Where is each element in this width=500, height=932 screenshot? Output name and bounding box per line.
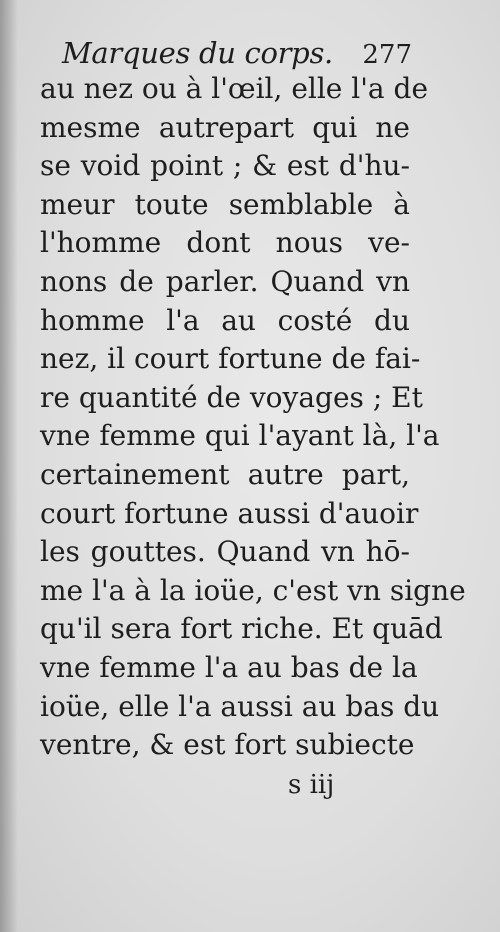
text-line: se void point ; & est d'hu- [40, 149, 410, 183]
text-line: certainement autre part, [40, 457, 410, 491]
body-text [40, 70, 466, 765]
text-line: qu'il sera fort riche. Et quād [40, 612, 443, 646]
text-line: au nez ou à l'œil, elle l'a de [40, 72, 429, 105]
text-line: l'homme dont nous ve- [40, 226, 410, 260]
text-line: court fortune aussi d'auoir [40, 496, 419, 530]
text-line: meur toute semblable à [40, 187, 410, 221]
running-title: Marques du corps. [62, 36, 333, 70]
text-line: re quantité de voyages ; Et [40, 380, 423, 414]
text-line: ioüe, elle l'a aussi au bas du [40, 689, 440, 723]
text-line: les gouttes. Quand vn hō- [40, 535, 410, 569]
signature-mark: s iij [288, 770, 335, 800]
text-line: ventre, & est fort subiecte [40, 728, 415, 762]
text-line: me l'a à la ioüe, c'est vn signe [40, 573, 466, 607]
text-line: nons de parler. Quand vn [40, 264, 410, 298]
text-line: mesme autrepart qui ne [40, 110, 410, 144]
text-line: vne femme qui l'ayant là, l'a [40, 419, 440, 453]
text-line: vne femme l'a au bas de la [40, 650, 418, 684]
page-number: 277 [362, 40, 412, 70]
page-edge-shadow [0, 0, 18, 932]
text-line: nez, il court fortune de fai- [40, 342, 421, 376]
text-line: homme l'a au costé du [40, 303, 410, 337]
